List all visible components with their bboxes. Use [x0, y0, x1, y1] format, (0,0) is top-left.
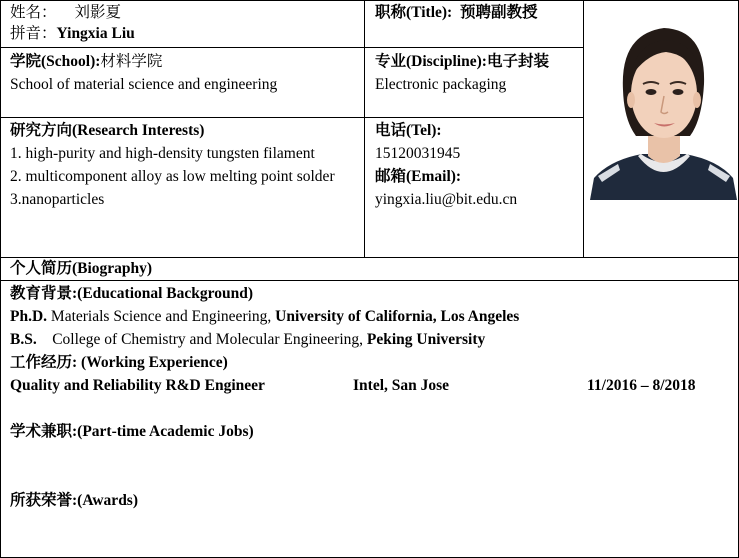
pinyin-label: 拼音： — [10, 25, 57, 42]
research-item: 2. multicomponent alloy as low melting point solder — [10, 168, 335, 185]
biography-label: 个人简历(Biography) — [10, 260, 153, 277]
email-value: yingxia.liu@bit.edu.cn — [375, 191, 518, 208]
research-item: 3.nanoparticles — [10, 191, 105, 208]
school-value-cn: 材料学院 — [100, 53, 163, 70]
pinyin-value: Yingxia Liu — [56, 25, 135, 42]
work-dates: 11/2016 – 8/2018 — [587, 377, 696, 394]
email-label: 邮箱(Email): — [375, 168, 462, 185]
work-entry — [10, 374, 733, 397]
name-cell — [0, 0, 364, 47]
discipline-value-en: Electronic packaging — [375, 76, 507, 93]
awards-label: 所获荣誉:(Awards) — [10, 492, 139, 509]
school-cell — [0, 48, 364, 117]
name-value: 刘影夏 — [74, 4, 122, 21]
education-entry — [10, 328, 733, 351]
education-institution: Peking University — [366, 331, 486, 348]
title-label: 职称(Title): — [375, 4, 453, 21]
work-label: 工作经历: (Working Experience) — [10, 354, 228, 371]
column-divider — [583, 0, 584, 258]
education-label: 教育背景:(Educational Background) — [10, 285, 254, 302]
biography-cell — [0, 258, 739, 280]
academic-label: 学术兼职:(Part-time Academic Jobs) — [10, 423, 254, 440]
tel-value: 15120031945 — [375, 145, 461, 162]
contact-cell — [365, 118, 583, 257]
education-entry — [10, 305, 733, 328]
biography-detail-cell — [0, 281, 739, 557]
title-value: 预聘副教授 — [459, 4, 538, 21]
portrait-photo — [590, 20, 737, 200]
research-label: 研究方向(Research Interests) — [10, 122, 205, 139]
education-degree: Ph.D. — [10, 308, 48, 325]
education-degree: B.S. — [10, 331, 37, 348]
name-label: 姓名： — [10, 4, 57, 21]
research-cell — [0, 118, 364, 257]
education-field: College of Chemistry and Molecular Engineering, — [36, 331, 367, 348]
discipline-cell — [365, 48, 583, 117]
education-field: Materials Science and Engineering, — [47, 308, 276, 325]
work-company: Intel, San Jose — [353, 377, 450, 394]
research-item: 1. high-purity and high-density tungsten filament — [10, 145, 315, 162]
school-value-en: School of material science and engineering — [10, 76, 278, 93]
work-position: Quality and Reliability R&D Engineer — [10, 377, 265, 394]
education-institution: University of California, Los Angeles — [275, 308, 520, 325]
school-label: 学院(School): — [10, 53, 101, 70]
discipline-value-cn: 电子封装 — [486, 53, 549, 70]
tel-label: 电话(Tel): — [375, 122, 442, 139]
title-cell — [365, 0, 583, 47]
discipline-label: 专业(Discipline): — [375, 53, 487, 70]
